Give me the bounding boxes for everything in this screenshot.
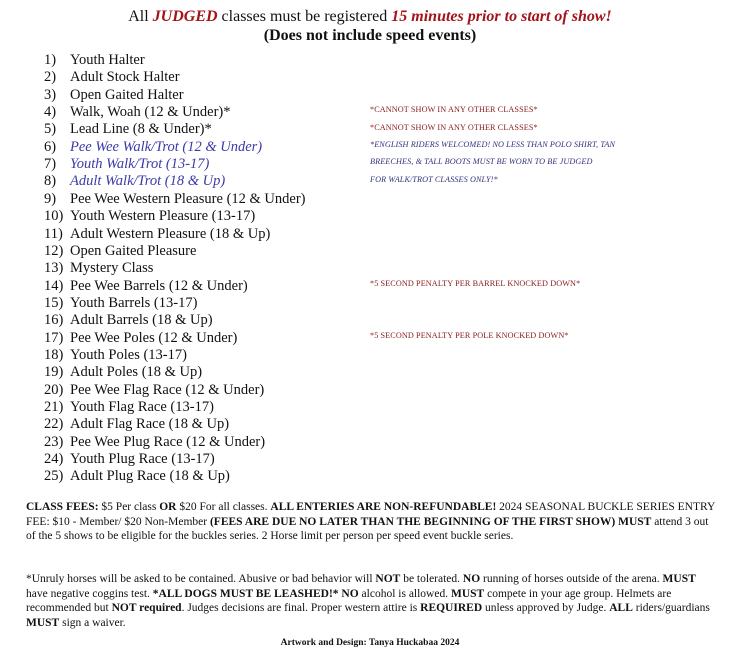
class-name: Youth Barrels (13-17)	[70, 294, 198, 311]
note-english-2: BREECHES, & TALL BOOTS MUST BE WORN TO BE JUDGED	[370, 157, 593, 166]
class-item	[44, 87, 184, 104]
class-name: Youth Halter	[70, 52, 145, 68]
class-name: Open Gaited Pleasure	[70, 242, 197, 259]
class-name: Mystery Class	[70, 260, 154, 277]
class-number: 3)	[44, 86, 57, 103]
class-item	[44, 451, 215, 468]
class-number: 16)	[44, 312, 64, 329]
class-number: 24)	[44, 451, 64, 468]
class-name: Open Gaited Halter	[70, 86, 184, 103]
class-item	[44, 295, 197, 312]
class-number: 20)	[44, 381, 64, 398]
class-number: 10)	[44, 208, 64, 225]
note-english-1: *ENGLISH RIDERS WELCOMED! NO LESS THAN POLO SHIRT, TAN	[370, 140, 616, 149]
class-name: Walk, Woah (12 & Under)*	[70, 104, 231, 121]
class-number: 15)	[44, 294, 64, 311]
class-item	[44, 52, 145, 69]
class-name: Pee Wee Western Pleasure (12 & Under)	[70, 190, 306, 207]
time-emphasis: 15 minutes prior to start of show!	[391, 8, 612, 25]
class-item	[44, 208, 255, 225]
credit-line: Artwork and Design: Tanya Huckabaa 2024	[280, 638, 460, 648]
class-name: Pee Wee Walk/Trot (12 & Under)	[70, 138, 263, 155]
class-name: Adult Walk/Trot (18 & Up)	[70, 173, 226, 190]
class-number: 12)	[44, 242, 64, 259]
class-name: Pee Wee Barrels (12 & Under)	[70, 277, 248, 294]
class-item	[44, 330, 237, 347]
class-item	[44, 156, 209, 173]
note-lead-line: *CANNOT SHOW IN ANY OTHER CLASSES*	[370, 123, 538, 132]
header-subtitle: (Does not include speed events)	[263, 27, 477, 44]
class-item	[44, 278, 248, 295]
class-number: 25)	[44, 468, 64, 485]
class-number: 9)	[44, 190, 57, 207]
class-number: 21)	[44, 399, 64, 415]
note-poles: *5 SECOND PENALTY PER POLE KNOCKED DOWN*	[370, 331, 569, 340]
class-item	[44, 191, 306, 208]
class-item	[44, 69, 180, 86]
class-number: 14)	[44, 277, 64, 294]
class-number: 6)	[44, 138, 57, 155]
class-item	[44, 468, 230, 485]
class-number: 13)	[44, 260, 64, 277]
class-number: 23)	[44, 433, 64, 450]
class-item	[44, 399, 214, 416]
class-item	[44, 243, 196, 260]
class-item	[44, 173, 225, 190]
class-number: 7)	[44, 156, 57, 173]
class-name: Pee Wee Poles (12 & Under)	[70, 329, 238, 346]
class-number: 2)	[44, 69, 57, 86]
class-number: 22)	[44, 416, 64, 433]
note-barrels: *5 SECOND PENALTY PER BARREL KNOCKED DOWN*	[370, 279, 581, 288]
class-number: 1)	[44, 52, 57, 68]
class-item	[44, 139, 262, 156]
class-name: Youth Western Pleasure (13-17)	[70, 208, 256, 225]
class-number: 11)	[44, 225, 63, 242]
class-number: 5)	[44, 121, 57, 138]
class-item	[44, 364, 202, 381]
class-name: Youth Poles (13-17)	[70, 346, 187, 363]
class-number: 8)	[44, 173, 57, 190]
class-name: Youth Plug Race (13-17)	[70, 451, 215, 468]
class-name: Pee Wee Plug Race (12 & Under)	[70, 433, 266, 450]
note-english-3: FOR WALK/TROT CLASSES ONLY!*	[370, 175, 498, 184]
class-name: Adult Poles (18 & Up)	[70, 364, 203, 381]
class-item	[44, 434, 265, 451]
class-number: 19)	[44, 364, 64, 381]
note-walk-woah: *CANNOT SHOW IN ANY OTHER CLASSES*	[370, 105, 538, 114]
judged-emphasis: JUDGED	[152, 8, 218, 25]
class-name: Adult Flag Race (18 & Up)	[70, 416, 230, 433]
class-name: Adult Stock Halter	[70, 69, 180, 86]
class-item	[44, 382, 264, 399]
class-item	[44, 121, 212, 138]
class-name: Youth Flag Race (13-17)	[70, 399, 214, 415]
class-name: Lead Line (8 & Under)*	[70, 121, 212, 138]
class-number: 17)	[44, 329, 64, 346]
class-item	[44, 104, 230, 121]
class-item	[44, 416, 229, 433]
class-name: Adult Barrels (18 & Up)	[70, 312, 213, 329]
class-name: Adult Western Pleasure (18 & Up)	[70, 225, 271, 242]
header-registration: All JUDGED classes must be registered 15 minutes prior to start of show!	[128, 8, 612, 25]
rules-paragraph: *Unruly horses will be asked to be contained. Abusive or bad behavior will NOT be tolerated. NO running of horses outside of the arena. MUST have negative coggins test. *ALL DOGS MUST BE LEASHED!* NO alcohol is allowed. MUST compete in your age group. Helmets are recommended but NOT required. Judges decisions are final. Proper western attire is REQUIRED unless approved by Judge. ALL riders/guardians MUST sign a waiver.	[26, 573, 710, 629]
class-fees-paragraph: CLASS FEES: $5 Per class OR $20 For all classes. ALL ENTERIES ARE NON-REFUNDABLE! 2024 SEASONAL BUCKLE SERIES ENTRY FEE: $10 - Member/ $20 Non-Member (FEES ARE DUE NO LATER THAN THE BEGINNING OF THE FIRST SHOW) MUST attend 3 out of the 5 shows to be eligible for the buckles series. 2 Horse limit per person per speed event buckle series.	[26, 501, 715, 542]
class-number: 18)	[44, 346, 64, 363]
class-item	[44, 226, 270, 243]
class-name: Pee Wee Flag Race (12 & Under)	[70, 381, 265, 398]
class-item	[44, 347, 187, 364]
class-item	[44, 260, 153, 277]
class-item	[44, 312, 213, 329]
class-name: Youth Walk/Trot (13-17)	[70, 156, 210, 173]
class-name: Adult Plug Race (18 & Up)	[70, 468, 230, 485]
class-number: 4)	[44, 104, 57, 121]
